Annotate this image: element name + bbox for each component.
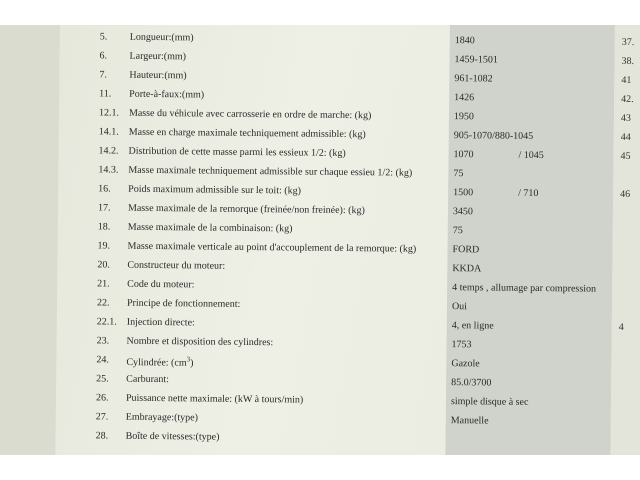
row-label: Porte-à-faux:(mm) — [129, 88, 205, 101]
row-label: Code du moteur: — [127, 278, 195, 291]
row-label-end: ) — [190, 357, 194, 369]
row-label: Puissance nette maximale: (kW à tours/min) — [125, 392, 304, 406]
row-edge: 45 — [620, 150, 631, 162]
row-value: simple disque à sec — [450, 396, 529, 408]
row-number: 22.1. — [96, 316, 117, 328]
row-label: Carburant: — [126, 373, 170, 386]
row-value: 85.0/3700 — [451, 377, 492, 389]
document-photo — [0, 25, 640, 455]
row-number: 5. — [99, 31, 108, 43]
row-edge: 38. — [621, 55, 635, 68]
row-value: 4, en ligne — [451, 320, 494, 332]
row-number: 17. — [97, 202, 111, 214]
row-value: 905-1070/880-1045 — [453, 130, 534, 142]
row-number: 26. — [95, 392, 109, 404]
row-label: Largeur:(mm) — [129, 50, 187, 63]
row-label: Hauteur:(mm) — [129, 69, 187, 82]
row-label: Masse maximale de la remorque (freinée/non freinée): (kg) — [127, 202, 365, 217]
row-value: 3450 — [452, 206, 474, 218]
row-number: 28. — [95, 430, 109, 442]
row-value-secondary: / 710 — [518, 187, 539, 200]
row-number: 7. — [99, 69, 107, 81]
row-label: Masse en charge maximale techniquement admissible: (kg) — [128, 126, 366, 141]
superscript: 3 — [186, 355, 191, 364]
row-number: 21. — [97, 278, 110, 290]
row-number: 20. — [97, 259, 110, 271]
row-value: 75 — [452, 225, 463, 237]
row-edge: 4 — [618, 321, 624, 333]
row-value: 1840 — [454, 35, 475, 47]
row-label: Masse maximale de la combinaison: (kg) — [127, 221, 293, 235]
row-edge: 37. — [621, 36, 635, 49]
row-label — [126, 355, 193, 369]
row-number: 14.3. — [98, 164, 119, 176]
row-number: 11. — [99, 88, 112, 100]
row-value: Oui — [451, 301, 468, 313]
row-label: Constructeur du moteur: — [127, 259, 226, 272]
row-edge: 41 — [621, 74, 632, 86]
row-number: 18. — [97, 221, 111, 233]
row-label: Longueur:(mm) — [129, 31, 194, 44]
row-label: Boîte de vitesses:(type) — [125, 430, 220, 443]
row-label: Masse du véhicule avec carrosserie en ordre de marche: (kg) — [128, 107, 372, 122]
row-value: 75 — [453, 168, 464, 180]
row-number: 24. — [96, 354, 109, 366]
row-label: Embrayage:(type) — [125, 411, 199, 424]
row-label: Distribution de cette masse parmi les essieux 1/2: (kg) — [128, 145, 346, 159]
row-number: 16. — [98, 183, 111, 195]
row-label: Masse maximale techniquement admissible sur chaque essieu 1/2: (kg) — [128, 164, 413, 179]
row-value: 1950 — [453, 111, 475, 123]
row-number: 27. — [95, 411, 109, 423]
row-value: 1753 — [451, 339, 472, 351]
row-value: 1459-1501 — [454, 54, 498, 66]
row-value: 1500 — [453, 187, 474, 199]
row-edge: 44 — [620, 131, 631, 143]
row-value: Gazole — [451, 358, 480, 370]
row-label: Masse maximale verticale au point d'accouplement de la remorque: (kg) — [127, 240, 417, 255]
row-value: 961-1082 — [454, 73, 493, 85]
row-value: Manuelle — [450, 415, 489, 427]
row-label-text: Cylindrée: (cm — [126, 357, 187, 369]
row-number: 14.2. — [98, 145, 119, 157]
row-label: Principe de fonctionnement: — [126, 297, 241, 310]
spec-sheet-page — [55, 25, 635, 455]
row-number: 6. — [99, 50, 108, 62]
row-label: Nombre et disposition des cylindres: — [126, 335, 274, 349]
row-value: FORD — [452, 244, 480, 256]
row-value: 1070 — [453, 149, 474, 161]
row-label: Injection directe: — [126, 316, 195, 329]
row-edge: 42. — [621, 93, 634, 106]
row-value: 4 temps , allumage par compression — [452, 282, 597, 295]
row-label: Poids maximum admissible sur le toit: (kg) — [128, 183, 302, 197]
row-number: 14.1. — [98, 126, 119, 138]
row-number: 22. — [96, 297, 110, 309]
row-number: 12.1. — [98, 107, 120, 119]
row-edge: 43 — [620, 112, 632, 124]
row-number: 23. — [96, 335, 110, 347]
row-edge: 46 — [620, 188, 631, 200]
row-number: 25. — [96, 373, 109, 385]
row-value: KKDA — [452, 263, 482, 275]
row-value: 1426 — [454, 92, 475, 104]
row-value-secondary: / 1045 — [518, 149, 544, 162]
row-number: 19. — [97, 240, 111, 252]
